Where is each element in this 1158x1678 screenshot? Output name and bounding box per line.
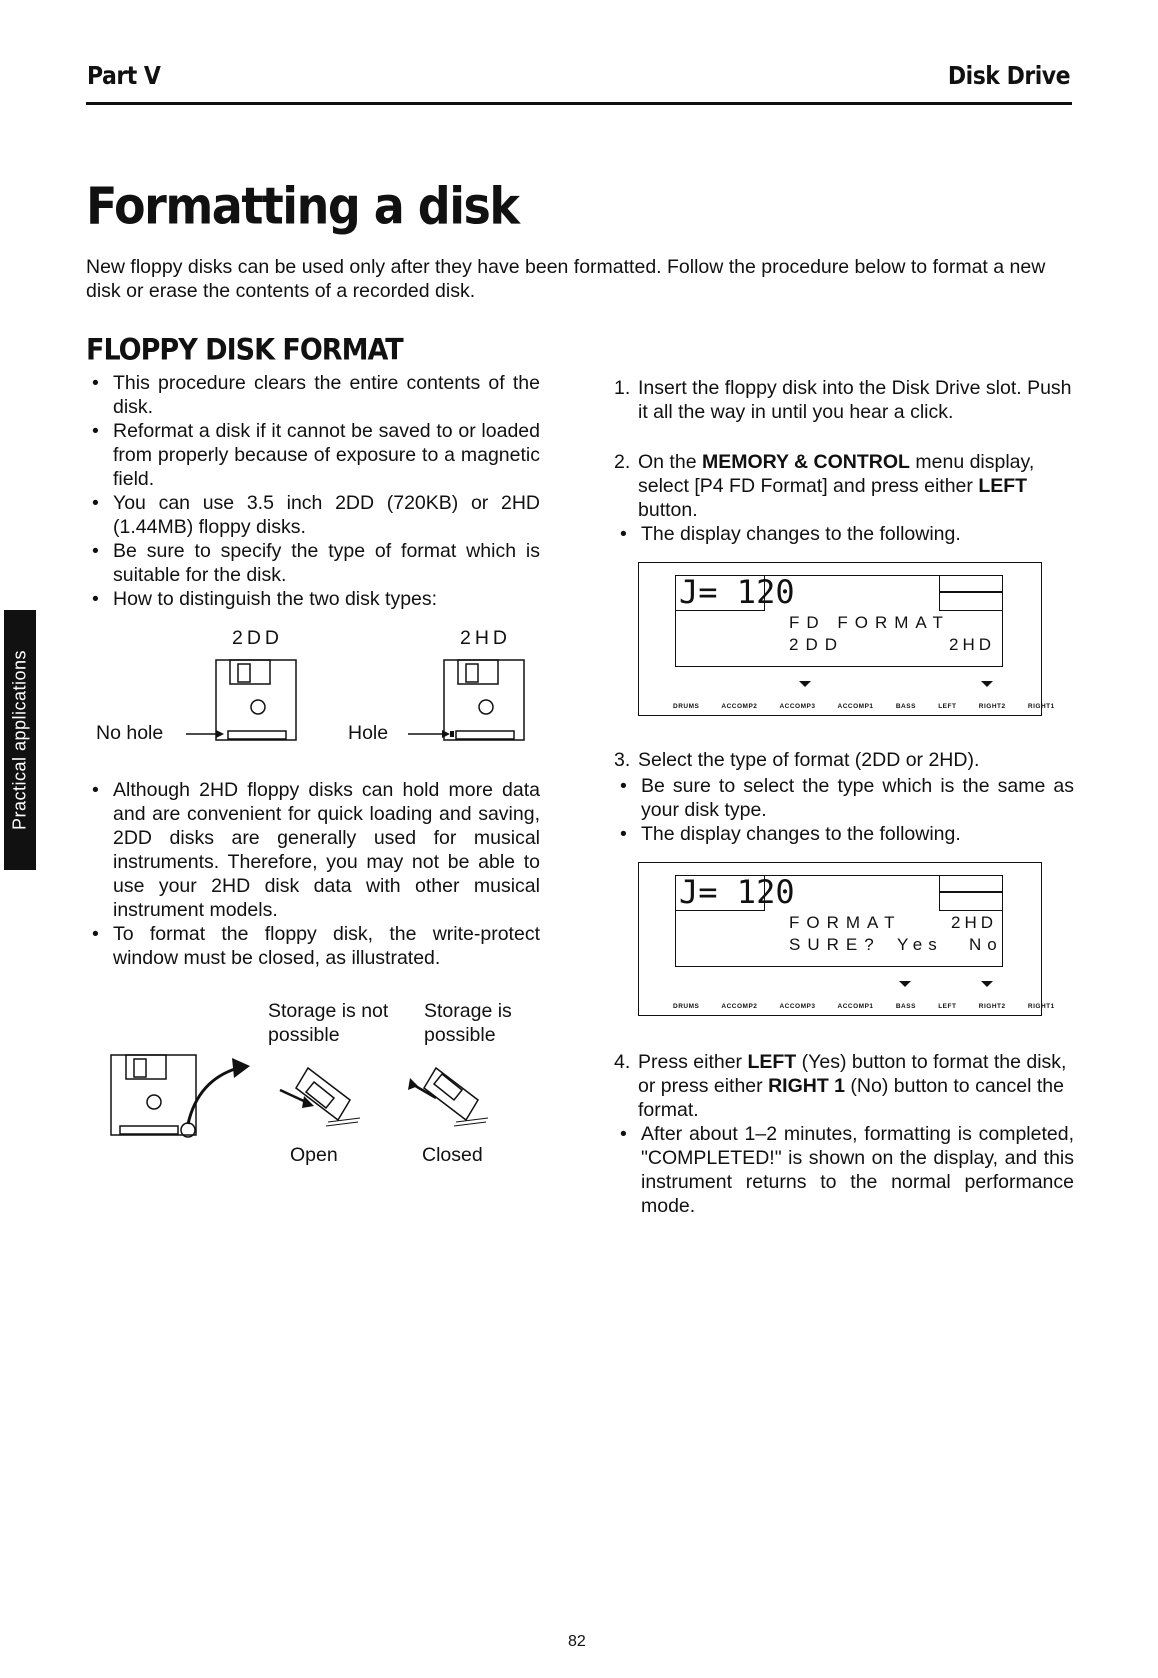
page-title: Formatting a disk (86, 176, 519, 236)
label-open: Open (290, 1144, 338, 1166)
list-item: • You can use 3.5 inch 2DD (720KB) or 2HD (1.44MB) floppy disks. (86, 491, 540, 539)
lcd-display-1 (638, 562, 1055, 716)
list-item: • After about 1–2 minutes, formatting is completed, "COMPLETED!" is shown on the display, and this instrument returns to the normal performance mode. (614, 1122, 1074, 1218)
list-item: • To format the floppy disk, the write-protect window must be closed, as illustrated. (86, 922, 540, 970)
intro-text: New floppy disks can be used only after they have been formatted. Follow the procedure below to format a new disk or erase the contents of a recorded disk. (86, 256, 1046, 302)
list-item: • Although 2HD floppy disks can hold more data and are convenient for quick loading and saving, 2DD disks are generally used for musical instruments. Therefore, you may not be able to use your 2HD disk data with other musical instrument models. (86, 778, 540, 922)
header-rule (86, 102, 1072, 105)
list-item: • The display changes to the following. (614, 522, 1074, 546)
lcd-sure-prompt: SURE? (789, 935, 881, 954)
label-possible-2: possible (424, 1024, 496, 1046)
header-part: Part V (87, 62, 161, 91)
label-2hd: 2HD (460, 627, 512, 649)
lcd-option-2dd: 2DD (789, 635, 845, 654)
step-2 (614, 450, 1074, 522)
list-item: • Be sure to select the type which is the same as your disk type. (614, 774, 1074, 822)
floppy-2dd-icon (180, 655, 300, 745)
meter-box (939, 875, 1003, 911)
side-tab (4, 610, 36, 870)
list-item: • This procedure clears the entire contents of the disk. (86, 371, 540, 419)
label-possible-1: Storage is (424, 1000, 512, 1022)
label-no-hole: No hole (96, 722, 164, 744)
list-item: • Reformat a disk if it cannot be saved to or loaded from properly because of exposure to a magnetic field. (86, 419, 540, 491)
lcd-format-type: 2HD (951, 913, 998, 932)
side-tab-label: Practical applications (9, 649, 30, 831)
step-3-number: 3. (614, 749, 631, 771)
label-2dd: 2DD (232, 627, 284, 649)
left-marker-icon (799, 681, 811, 687)
step-3-bullets (614, 774, 1074, 846)
lcd-option-2hd: 2HD (949, 635, 996, 654)
lcd-display-2 (638, 862, 1055, 1016)
lcd-yes-option: Yes (897, 935, 943, 954)
step-3 (614, 748, 1074, 772)
meter-box (939, 575, 1003, 611)
label-hole: Hole (348, 722, 389, 744)
step-4-number: 4. (614, 1051, 631, 1073)
right-marker-icon (981, 981, 993, 987)
step-4 (614, 1050, 1074, 1122)
header-section: Disk Drive (947, 62, 1070, 91)
lcd-part-labels: DRUMS ACCOMP2 ACCOMP3 ACCOMP1 BASS LEFT RIGHT2 RIGHT1 (673, 1003, 1055, 1010)
lcd-no-option: No (969, 935, 1003, 954)
floppy-2hd-icon (408, 655, 528, 745)
tempo-value: J= 120 (679, 573, 795, 611)
left-bullet-list (86, 371, 540, 611)
list-item: • How to distinguish the two disk types: (86, 587, 540, 611)
step-1-text: Insert the floppy disk into the Disk Drive slot. Push it all the way in until you hear a click. (638, 377, 1072, 423)
step-3-text: Select the type of format (2DD or 2HD). (638, 749, 980, 771)
step-2-number: 2. (614, 451, 631, 473)
section-title: FLOPPY DISK FORMAT (86, 333, 403, 368)
write-protect-figure (108, 1050, 528, 1145)
step-4-bullets (614, 1122, 1074, 1218)
step-1-number: 1. (614, 377, 631, 399)
right-marker-icon (981, 681, 993, 687)
label-not-possible-2: possible (268, 1024, 340, 1046)
lcd-line-1: FD FORMAT (789, 613, 950, 632)
tempo-value: J= 120 (679, 873, 795, 911)
label-not-possible-1: Storage is not (268, 1000, 389, 1022)
step-2-text: On the MEMORY & CONTROL menu display, select [P4 FD Format] and press either LEFT button. (638, 451, 1035, 521)
left-marker-icon (899, 981, 911, 987)
lcd-format-label: FORMAT (789, 913, 902, 932)
page-number: 82 (568, 1633, 586, 1650)
left-bullet-list-2 (86, 778, 540, 970)
list-item: • Be sure to specify the type of format which is suitable for the disk. (86, 539, 540, 587)
list-item: • The display changes to the following. (614, 822, 1074, 846)
step-1 (614, 376, 1074, 424)
label-closed: Closed (422, 1144, 483, 1166)
lcd-part-labels: DRUMS ACCOMP2 ACCOMP3 ACCOMP1 BASS LEFT RIGHT2 RIGHT1 (673, 703, 1055, 710)
step-2-bullets (614, 522, 1074, 546)
step-4-text: Press either LEFT (Yes) button to format the disk, or press either RIGHT 1 (No) button to cancel the format. (638, 1051, 1067, 1121)
